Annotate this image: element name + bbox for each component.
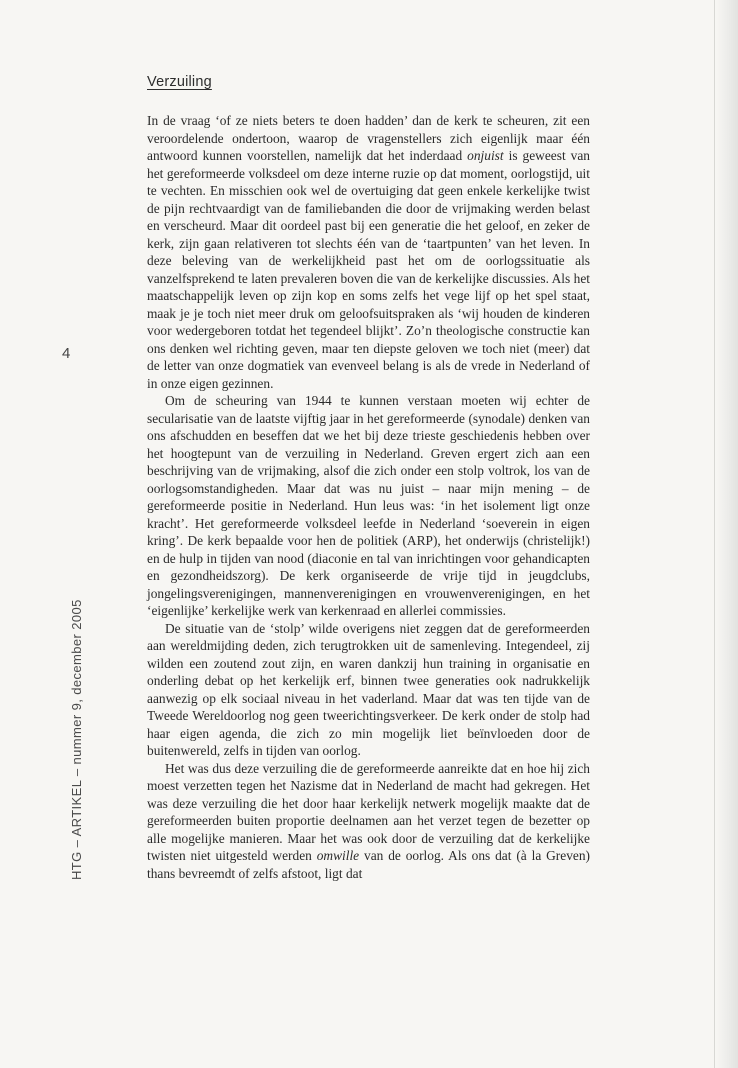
section-heading: Verzuiling	[147, 74, 212, 90]
paragraph	[147, 760, 590, 883]
paragraph	[147, 392, 590, 620]
paragraph-text: Het was dus deze verzuiling die de gereformeerde aanreikte dat en hoe hij zich moest verzetten tegen het Nazisme dat in Nederland de macht had gekregen. Het was deze verzuiling die het door haar kerkelijk netwerk mogelijk maakte dat de gereformeerden buiten proportie deelnamen aan het verzet tegen de bezetter op alle mogelijke manieren. Maar het was ook door de verzuiling dat de kerkelijke twisten niet uitgesteld werden	[147, 760, 590, 863]
paragraph-text: van de oorlog. Als ons dat (à la Greven) thans bevreemdt of zelfs afstoot, ligt dat	[147, 848, 590, 881]
paragraph-text: De situatie van de ‘stolp’ wilde overigens niet zeggen dat de gereformeerden aan wereldmijding deden, zich terugtrokken uit de samenleving. Integendeel, zij wilden een zoutend zout zijn, en waren dankzij hun training in organisatie en onderling debat op het kerkelijk erf, binnen twee generaties ook nadrukkelijk aanwezig op elk sociaal niveau in het vaderland. Maar dat was ten tijde van de Tweede Wereldoorlog nog geen tweerichtingsverkeer. De kerk onder de stolp had haar eigen agenda, die zich zo min mogelijk liet beïnvloeden door de buitenwereld, zelfs in tijden van oorlog.	[147, 620, 590, 758]
adjacent-page-edge	[716, 0, 738, 1068]
paragraph	[147, 112, 590, 392]
paragraph-text: In de vraag ‘of ze niets beters te doen hadden’ dan de kerk te scheuren, zit een veroordelende ondertoon, waarop de vragenstellers zich eigenlijk maar één antwoord kunnen voorstellen, namelijk dat het inderdaad	[147, 113, 590, 163]
article-body	[147, 112, 590, 882]
paragraph-text: Om de scheuring van 1944 te kunnen verstaan moeten wij echter de secularisatie van de laatste vijftig jaar in het gereformeerde (synodale) denken van ons afschudden en beseffen dat we het bij deze trieste geschiedenis hebben over het hoogtepunt van de verzuiling in Nederland. Greven ergert zich aan een beschrijving van de vrijmaking, alsof die zich onder een stolp voltrok, los van de oorlogsomstandigheden. Maar dat was nu juist – naar mijn mening – de gereformeerde positie in Nederland. Hun leus was: ‘in het isolement ligt onze kracht’. Het gereformeerde volksdeel leefde in Nederland ‘soeverein in eigen kring’. De kerk bepaalde voor hen de politiek (ARP), het onderwijs (christelijk!) en de hulp in tijden van nood (diaconie en tal van inrichtingen voor gehandicapten en gezondheidszorg). De kerk organiseerde de vrije tijd in jeugdclubs, jongelingsverenigingen, mannenverenigingen en vrouwenverenigingen, en het ‘eigenlijke’ kerkelijke werk van kerkenraad en allerlei commissies.	[147, 393, 590, 618]
paragraph	[147, 620, 590, 760]
page-number: 4	[62, 345, 71, 362]
emphasis-text: onjuist	[467, 148, 504, 163]
page-fold-line	[714, 0, 715, 1068]
emphasis-text: omwille	[316, 848, 360, 863]
running-head-vertical: HTG – ARTIKEL – nummer 9, december 2005	[69, 599, 84, 880]
paragraph-text: is geweest van het gereformeerde volksdeel om deze interne ruzie op dat moment, oorlogstijd, uit te vechten. En misschien ook wel de overtuiging dat geen enkele kerkelijke twist de pijn rechtvaardigt van de familiebanden die door de vrijmaking werden belast en verscheurd. Maar dit oordeel past bij een generatie die het geloof, en zeker de kerk, zijn gaan relativeren tot slechts één van de ‘taartpunten’ van het leven. In deze beleving van de werkelijkheid past het om de oorlogssituatie als vanzelfsprekend te laten prevaleren boven die van de kerkelijke discussies. Als het maatschappelijk leven op zijn kop en soms zelfs het vege lijf op het spel staat, maak je je toch niet meer druk om geloofsuitspraken als ‘wij houden de kinderen voor wedergeboren totdat het tegendeel blijkt’. Zo’n theologische constructie kan ons denken wel richting geven, maar ten diepste geloven we toch niet (meer) dat de letter van onze dogmatiek van evenveel belang is als de vrede in Nederland of in onze eigen gezinnen.	[147, 148, 590, 391]
